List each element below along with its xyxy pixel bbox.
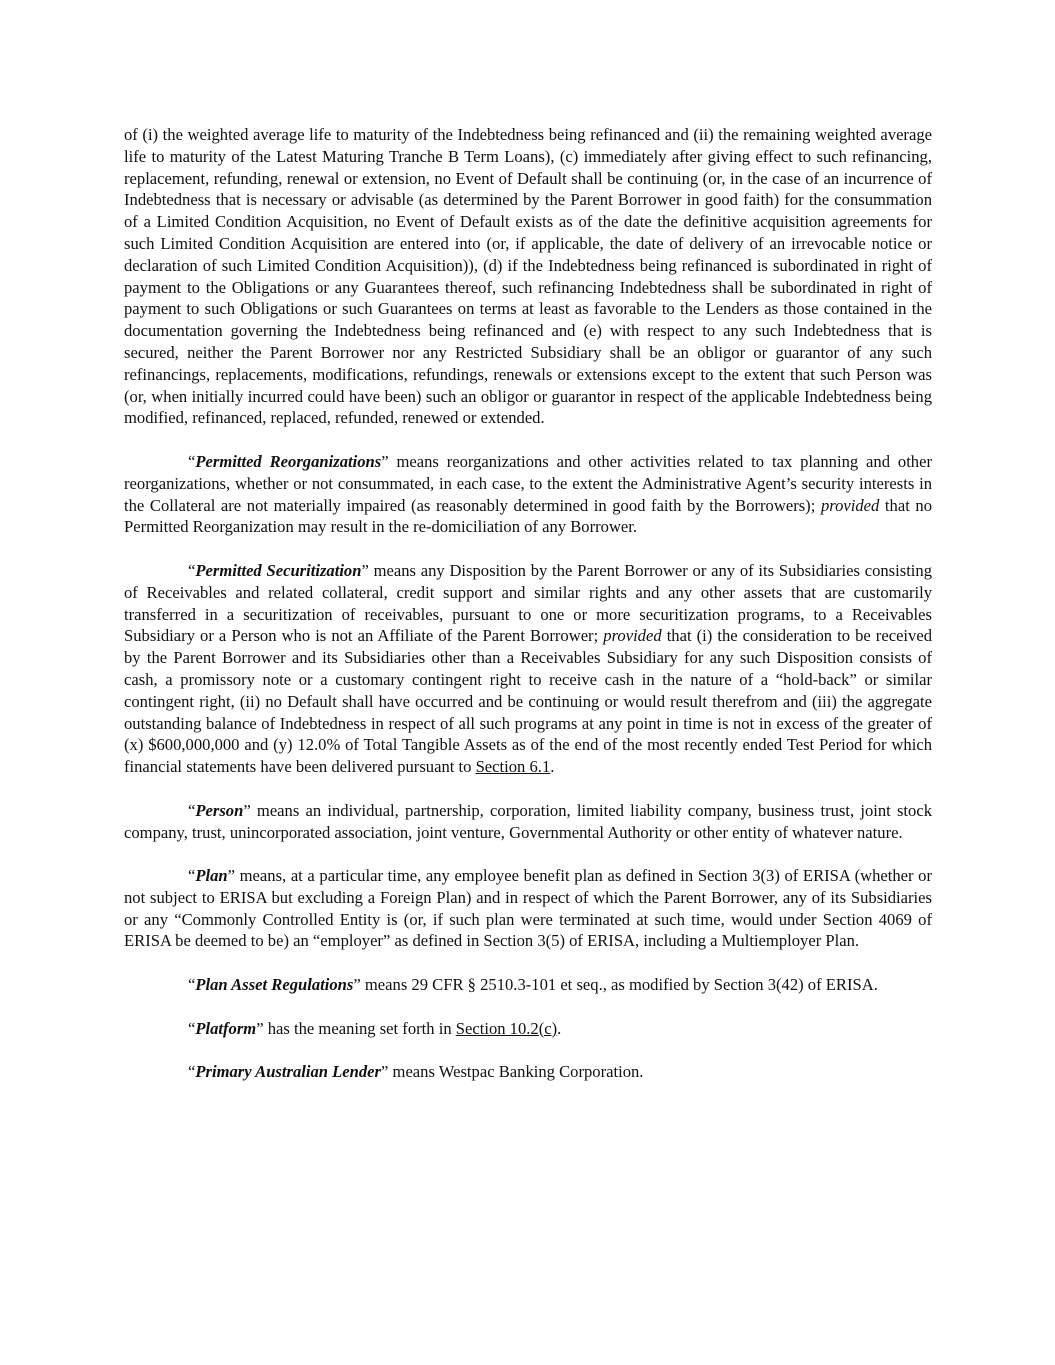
- section-10-2-c-link[interactable]: Section 10.2(c): [455, 1018, 558, 1038]
- definition-permitted-securitization: “Permitted Securitization” means any Disposition by the Parent Borrower or any of its Subsidiaries consisting of Receivables and related collateral, credit support and similar rights and any other assets that are customarily transferred in a securitization of receivables, pursuant to one or more securitization programs, to a Receivables Subsidiary or a Person who is not an Affiliate of the Parent Borrower; provided that (i) the consideration to be received by the Parent Borrower and its Subsidiaries other than a Receivables Subsidiary for any such Disposition consists of cash, a promissory note or a customary contingent right to receive cash in the nature of a “hold-back” or similar contingent right, (ii) no Default shall have occurred and be continuing or would result therefrom and (iii) the aggregate outstanding balance of Indebtedness in respect of all such programs at any point in time is not in excess of the greater of (x) $600,000,000 and (y) 12.0% of Total Tangible Assets as of the end of the most recently ended Test Period for which financial statements have been delivered pursuant to Section 6.1.: [124, 560, 933, 777]
- defined-term: Permitted Reorganizations: [195, 451, 382, 471]
- defined-term: Primary Australian Lender: [195, 1062, 382, 1082]
- definition-plan-asset-regulations: “Plan Asset Regulations” means 29 CFR § 2510.3-101 et seq., as modified by Section 3(42) of ERISA.: [188, 975, 878, 995]
- definition-permitted-reorganizations: “Permitted Reorganizations” means reorganizations and other activities related to tax planning and other reorganizations, whether or not consummated, in each case, to the extent the Administrative Agent’s security interests in the Collateral are not materially impaired (as reasonably determined in good faith by the Borrowers); provided that no Permitted Reorganization may result in the re-domiciliation of any Borrower.: [124, 451, 933, 537]
- defined-term: Plan Asset Regulations: [195, 975, 354, 995]
- definition-text: means Westpac Banking Corporation.: [388, 1062, 644, 1082]
- definition-text: .: [557, 1018, 562, 1038]
- definition-person: “Person” means an individual, partnership, corporation, limited liability company, business trust, joint stock company, trust, unincorporated association, joint venture, Governmental Authority or other entity of whatever nature.: [124, 800, 932, 842]
- definition-platform: “Platform” has the meaning set forth in Section 10.2(c).: [188, 1018, 562, 1038]
- definition-text: means an individual, partnership, corporation, limited liability company, business trust, joint stock company, trust, unincorporated association, joint venture, Governmental Authority or other entity of whatever nature.: [124, 800, 932, 842]
- definition-text: has the meaning set forth in: [263, 1018, 456, 1038]
- paragraph-text: of (i) the weighted average life to maturity of the Indebtedness being refinanced and (ii) the remaining weighted average life to maturity of the Latest Maturing Tranche B Term Loans), (c) immediately after giving effect to such refinancing, replacement, refunding, renewal or extension, no Event of Default shall be continuing (or, in the case of an incurrence of Indebtedness that is necessary or advisable (as determined by the Parent Borrower in good faith) for the consummation of a Limited Condition Acquisition, no Event of Default exists as of the date the definitive acquisition agreements for such Limited Condition Acquisition are entered into (or, if applicable, the date of delivery of an irrevocable notice or declaration of such Limited Condition Acquisition)), (d) if the Indebtedness being refinanced is subordinated in right of payment to the Obligations or any Guarantees thereof, such refinancing Indebtedness shall be subordinated in right of payment to such Obligations or such Guarantees on terms at least as favorable to the Lenders as those contained in the documentation governing the Indebtedness being refinanced and (e) with respect to any such Indebtedness that is secured, neither the Parent Borrower nor any Restricted Subsidiary shall be an obligor or guarantor of any such refinancings, replacements, modifications, refundings, renewals or extensions except to the extent that such Person was (or, when initially incurred could have been) such an obligor or guarantor in respect of the applicable Indebtedness being modified, refinanced, replaced, refunded, renewed or extended.: [124, 125, 932, 428]
- definition-text: means 29 CFR § 2510.3-101 et seq., as modified by Section 3(42) of ERISA.: [360, 975, 878, 995]
- defined-term: Plan: [195, 866, 228, 886]
- definition-text: that (i) the consideration to be received by the Parent Borrower and its Subsidiaries other than a Receivables Subsidiary for any such Disposition consists of cash, a promissory note or a customary contingent right to receive cash in the nature of a “hold-back” or similar contingent right, (ii) no Default shall have occurred and be continuing or would result therefrom and (iii) the aggregate outstanding balance of Indebtedness in respect of all such programs at any point in time is not in excess of the greater of (x) $600,000,000 and (y) 12.0% of Total Tangible Assets as of the end of the most recently ended Test Period for which financial statements have been delivered pursuant to: [124, 626, 932, 777]
- definition-text: that no Permitted Reorganization may result in the re-domiciliation of any Borrower.: [124, 495, 933, 537]
- paragraph-permitted-refinancing-continuation: [124, 124, 932, 429]
- definition-text: means reorganizations and other activities related to tax planning and other reorganizations, whether or not consummated, in each case, to the extent the Administrative Agent’s security interests in the Collateral are not materially impaired (as reasonably determined in good faith by the Borrowers);: [124, 451, 932, 515]
- italic-word: provided: [820, 495, 880, 515]
- definition-text: means, at a particular time, any employee benefit plan as defined in Section 3(3) of ERISA (whether or not subject to ERISA but excluding a Foreign Plan) and in respect of which the Parent Borrower, any of its Subsidiaries or any “Commonly Controlled Entity is (or, if such plan were terminated at such time, would under Section 4069 of ERISA be deemed to be) an “employer” as defined in Section 3(5) of ERISA, including a Multiemployer Plan.: [124, 866, 932, 951]
- defined-term: Platform: [195, 1018, 257, 1038]
- definition-primary-australian-lender: “Primary Australian Lender” means Westpac Banking Corporation.: [188, 1062, 644, 1082]
- section-6-1-link[interactable]: Section 6.1: [475, 757, 551, 777]
- defined-term: Permitted Securitization: [195, 560, 362, 580]
- definition-text: .: [550, 757, 555, 777]
- defined-term: Person: [195, 800, 244, 820]
- definition-text: means any Disposition by the Parent Borrower or any of its Subsidiaries consisting of Receivables and related collateral, credit support and similar rights and any other assets that are customarily transferred in a securitization of receivables, pursuant to one or more securitization programs, to a Receivables Subsidiary or a Person who is not an Affiliate of the Parent Borrower;: [124, 560, 933, 646]
- definition-plan: “Plan” means, at a particular time, any employee benefit plan as defined in Section 3(3) of ERISA (whether or not subject to ERISA but excluding a Foreign Plan) and in respect of which the Parent Borrower, any of its Subsidiaries or any “Commonly Controlled Entity is (or, if such plan were terminated at such time, would under Section 4069 of ERISA be deemed to be) an “employer” as defined in Section 3(5) of ERISA, including a Multiemployer Plan.: [124, 866, 932, 951]
- italic-word: provided: [603, 626, 662, 646]
- document-page: [124, 124, 932, 1105]
